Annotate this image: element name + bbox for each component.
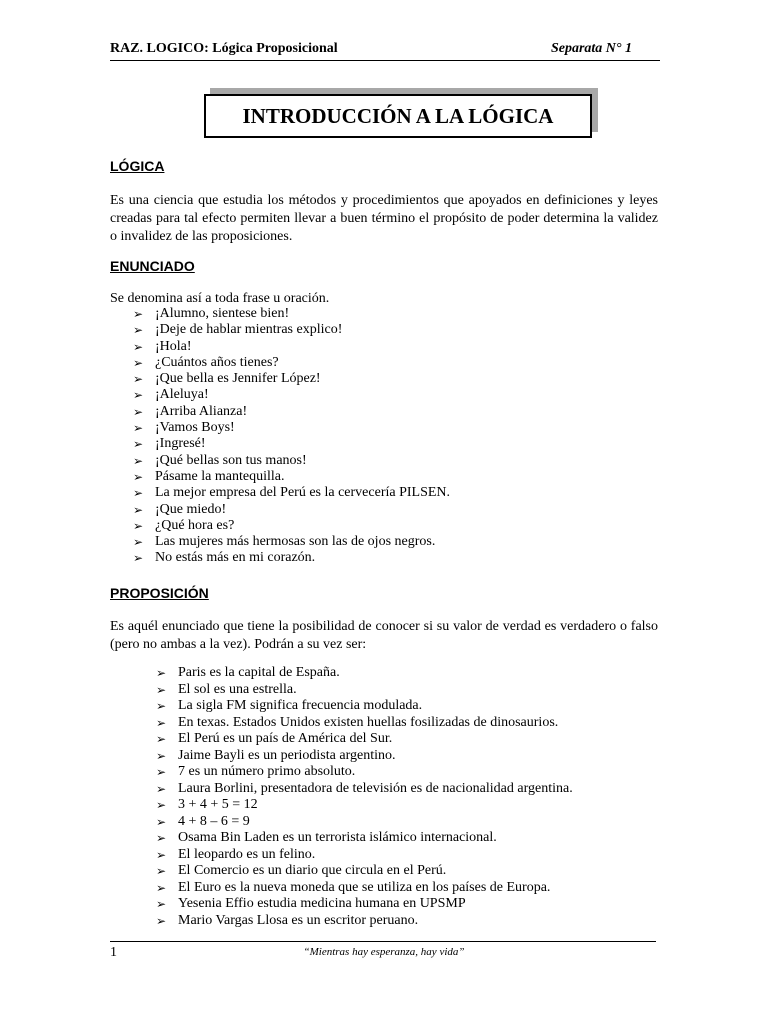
list-item (133, 387, 450, 403)
enunciado-list (133, 306, 450, 567)
list-item (156, 863, 573, 880)
list-item (156, 896, 573, 913)
list-item-text: ¡Vamos Boys! (155, 420, 235, 436)
list-item (156, 781, 573, 798)
list-item (133, 339, 450, 355)
page-title: INTRODUCCIÓN A LA LÓGICA (204, 94, 592, 138)
arrow-bullet-icon: ➢ (156, 732, 167, 746)
list-item-text: Yesenia Effio estudia medicina humana en UPSMP (178, 896, 466, 911)
list-item-text: Laura Borlini, presentadora de televisión es de nacionalidad argentina. (178, 780, 573, 796)
list-item-text: ¡Que miedo! (155, 501, 227, 517)
list-item (133, 518, 450, 534)
list-item-text: Mario Vargas Llosa es un escritor peruano. (178, 912, 419, 928)
heading-enunciado: ENUNCIADO (110, 258, 195, 274)
list-item-text: ¡Deje de hablar mientras explico! (155, 322, 343, 338)
arrow-bullet-icon: ➢ (133, 453, 144, 468)
list-item-text: El Perú es un país de América del Sur. (178, 731, 393, 746)
list-item (156, 913, 573, 930)
enunciado-intro: Se denomina así a toda frase u oración. (110, 291, 330, 306)
list-item-text: Osama Bin Laden es un terrorista islámico internacional. (178, 830, 497, 845)
footer-divider (110, 941, 656, 942)
list-item (133, 420, 450, 436)
list-item-text: El leopardo es un felino. (178, 846, 316, 862)
list-item (156, 748, 573, 765)
list-item (133, 436, 450, 452)
list-item-text: ¡Qué bellas son tus manos! (155, 452, 307, 468)
list-item (133, 550, 450, 566)
arrow-bullet-icon: ➢ (156, 864, 167, 878)
arrow-bullet-icon: ➢ (133, 404, 144, 419)
header-course: RAZ. LOGICO: Lógica Proposicional (110, 41, 338, 56)
list-item-text: ¡Ingresé! (155, 436, 206, 452)
list-item (156, 682, 573, 699)
header-separata: Separata N° 1 (550, 41, 632, 56)
list-item (133, 485, 450, 501)
arrow-bullet-icon: ➢ (156, 831, 167, 845)
list-item-text: ¿Cuántos años tienes? (155, 354, 279, 370)
list-item-text: El Euro es la nueva moneda que se utiliza en los países de Europa. (178, 879, 551, 895)
list-item-text: 4 + 8 – 6 = 9 (178, 813, 250, 829)
list-item-text: El sol es una estrella. (178, 681, 297, 697)
arrow-bullet-icon: ➢ (156, 666, 167, 680)
list-item (133, 306, 450, 322)
list-item (156, 698, 573, 715)
list-item (133, 469, 450, 485)
arrow-bullet-icon: ➢ (133, 307, 144, 321)
arrow-bullet-icon: ➢ (133, 551, 144, 566)
list-item-text: ¡Hola! (155, 338, 192, 354)
list-item-text: Paris es la capital de España. (178, 665, 340, 680)
list-item (133, 453, 450, 469)
arrow-bullet-icon: ➢ (133, 486, 144, 501)
list-item (133, 404, 450, 420)
arrow-bullet-icon: ➢ (133, 355, 144, 370)
arrow-bullet-icon: ➢ (156, 781, 167, 796)
list-item-text: 7 es un número primo absoluto. (178, 764, 356, 779)
page-number: 1 (110, 945, 117, 960)
list-item (156, 830, 573, 847)
paragraph-logica: Es una ciencia que estudia los métodos y procedimientos que apoyados en definiciones y leyes creadas para tal efecto permiten llevar a buen término el propósito de poder determina la validez o invalidez de las proposiciones. (110, 193, 658, 244)
arrow-bullet-icon: ➢ (133, 372, 144, 387)
arrow-bullet-icon: ➢ (156, 748, 167, 763)
list-item (133, 534, 450, 550)
heading-proposicion: PROPOSICIÓN (110, 585, 209, 601)
list-item-text: Las mujeres más hermosas son las de ojos negros. (155, 534, 436, 550)
list-item (156, 665, 573, 682)
arrow-bullet-icon: ➢ (133, 421, 144, 436)
list-item-text: 3 + 4 + 5 = 12 (178, 797, 258, 812)
footer-quote: “Mientras hay esperanza, hay vida” (303, 946, 465, 958)
list-item (156, 731, 573, 748)
arrow-bullet-icon: ➢ (133, 502, 144, 517)
list-item-text: ¡Que bella es Jennifer López! (155, 371, 321, 387)
list-item (156, 847, 573, 864)
list-item-text: ¿Qué hora es? (155, 517, 235, 533)
arrow-bullet-icon: ➢ (133, 518, 144, 533)
list-item (156, 880, 573, 897)
list-item-text: El Comercio es un diario que circula en el Perú. (178, 863, 447, 878)
arrow-bullet-icon: ➢ (156, 913, 167, 928)
arrow-bullet-icon: ➢ (133, 388, 144, 403)
list-item-text: ¡Aleluya! (155, 387, 209, 403)
list-item (156, 797, 573, 814)
heading-logica: LÓGICA (110, 158, 165, 174)
list-item-text: No estás más en mi corazón. (155, 550, 316, 566)
arrow-bullet-icon: ➢ (133, 339, 144, 354)
list-item (133, 502, 450, 518)
list-item (133, 322, 450, 338)
arrow-bullet-icon: ➢ (156, 765, 167, 779)
proposicion-list (156, 665, 573, 929)
list-item (133, 371, 450, 387)
list-item (156, 764, 573, 781)
list-item (156, 715, 573, 732)
arrow-bullet-icon: ➢ (156, 798, 167, 812)
list-item-text: La mejor empresa del Perú es la cervecería PILSEN. (155, 485, 451, 501)
list-item-text: La sigla FM significa frecuencia modulada. (178, 698, 423, 713)
list-item-text: ¡Arriba Alianza! (155, 403, 248, 419)
arrow-bullet-icon: ➢ (133, 437, 144, 452)
list-item-text: Pásame la mantequilla. (155, 468, 285, 484)
title-box (204, 94, 592, 138)
arrow-bullet-icon: ➢ (133, 535, 144, 550)
arrow-bullet-icon: ➢ (156, 897, 167, 911)
list-item-text: Jaime Bayli es un periodista argentino. (178, 747, 396, 763)
list-item (156, 814, 573, 831)
page-header (110, 38, 660, 61)
arrow-bullet-icon: ➢ (156, 880, 167, 895)
arrow-bullet-icon: ➢ (133, 469, 144, 484)
list-item-text: ¡Alumno, sientese bien! (155, 306, 290, 321)
arrow-bullet-icon: ➢ (133, 323, 144, 338)
list-item (133, 355, 450, 371)
arrow-bullet-icon: ➢ (156, 847, 167, 862)
arrow-bullet-icon: ➢ (156, 682, 167, 697)
arrow-bullet-icon: ➢ (156, 699, 167, 713)
arrow-bullet-icon: ➢ (156, 715, 167, 730)
paragraph-proposicion: Es aquél enunciado que tiene la posibilidad de conocer si su valor de verdad es verdadero o falso (pero no ambas a la vez). Podrán a su vez ser: (110, 619, 658, 652)
list-item-text: En texas. Estados Unidos existen huellas fosilizadas de dinosaurios. (178, 714, 559, 730)
arrow-bullet-icon: ➢ (156, 814, 167, 829)
